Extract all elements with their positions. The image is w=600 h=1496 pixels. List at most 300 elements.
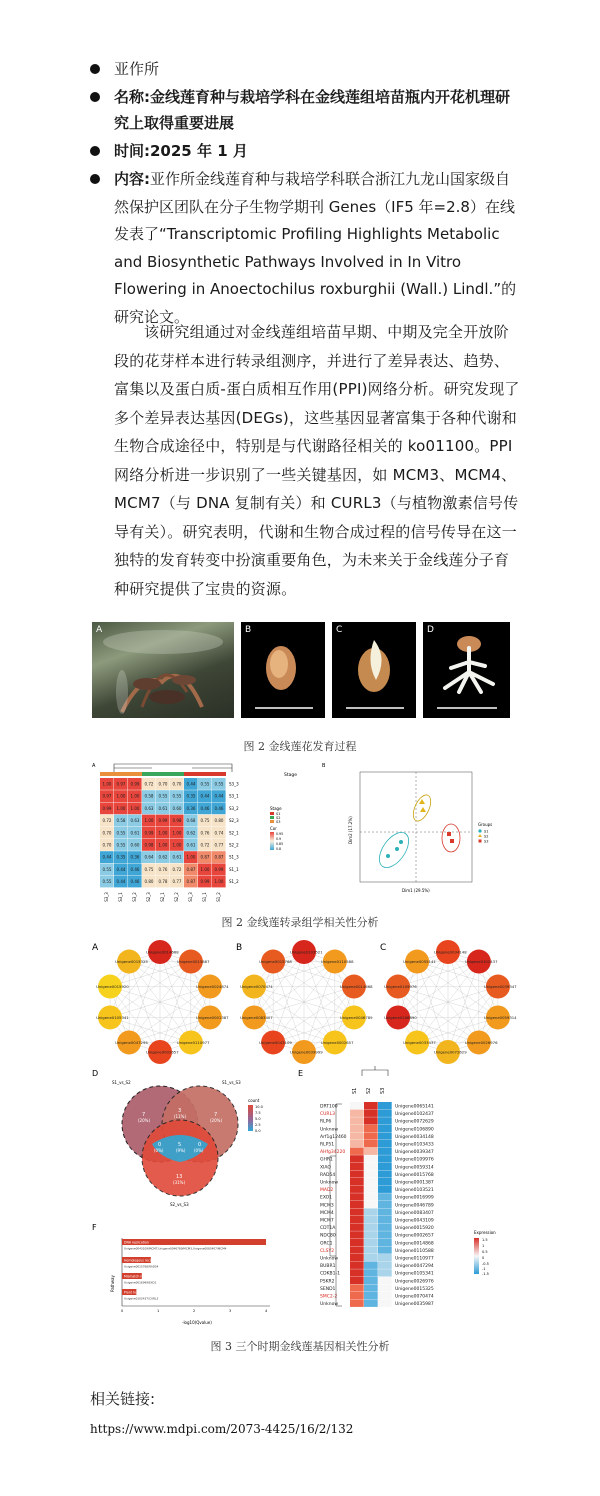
- panel-label: C: [380, 943, 387, 953]
- time-label: 时间:: [114, 142, 150, 160]
- heat-cell-value: 0.97: [102, 793, 112, 799]
- panel-label: F: [92, 1223, 97, 1232]
- expr-cell: [364, 1193, 378, 1200]
- heat-cell-value: 0.64: [144, 854, 154, 860]
- venn-value: 7: [142, 1112, 146, 1118]
- network-node-label: Unigene0014668: [146, 949, 179, 955]
- cor-tick: 0.9: [276, 837, 282, 841]
- unigene-id: Unigene0059314: [395, 1165, 434, 1171]
- cor-tick: 0.95: [276, 832, 284, 836]
- point-s3: [447, 832, 451, 836]
- summary-paragraph: 该研究组通过对金线莲组培苗早期、中期及完全开放阶段的花芽样本进行转录组测序，并进行了差异表达、趋势、富集以及蛋白质-蛋白质相互作用(PPI)网络分析。研究发现了多个差异表达基因(DEGs)，这些基因显著富集于各种代谢和生物合成途径中，特别是与代谢路径相关的 ko01100。PPI 网络分析进一步识别了一些关键基因，如 MCM3、MCM4、MCM7（与 DNA 复制有关）和 CURL3（与植物激素信号传导有关）。研究表明，代谢和生物合成过程的信号传导在这一独特的发育转变中扮演重要角色，为未来关于金线莲分子育种研究提供了宝贵的资源。: [114, 323, 520, 598]
- figure-gene-analysis: [90, 1066, 512, 1328]
- heat-cell-value: 0.44: [116, 879, 126, 885]
- heat-cell-value: 0.76: [158, 866, 168, 872]
- bar-gene-label: Unigene0015768/RAD54: [124, 1264, 159, 1269]
- unigene-id: Unigene0015768: [395, 1172, 434, 1178]
- heat-cell-value: 0.80: [144, 879, 154, 885]
- expr-cell: [350, 1300, 364, 1307]
- network-node-label: Unigene0001387: [195, 1014, 229, 1020]
- network-node-label: Unigene0103521: [290, 949, 323, 955]
- stage-bar-s2: [142, 772, 184, 776]
- heat-cell-value: 0.99: [200, 879, 210, 885]
- heat-cell-value: 0.61: [186, 842, 196, 848]
- heat-cell-value: 0.70: [102, 842, 112, 848]
- network-node-label: Unigene0014668: [339, 984, 373, 990]
- gene-analysis-svg: [90, 1066, 512, 1328]
- heat-cell-value: 0.46: [130, 879, 140, 885]
- expr-cell: [378, 1148, 392, 1155]
- bar-pathway-label: Homologous recombination: [124, 1258, 168, 1263]
- heat-cell-value: 0.58: [116, 818, 126, 824]
- network-node-label: Unigene0110977: [176, 1039, 210, 1045]
- dendrogram: [114, 764, 232, 772]
- expr-cell: [378, 1170, 392, 1177]
- expr-cell: [378, 1208, 392, 1215]
- expr-cell: [350, 1163, 364, 1170]
- bullet-dot-icon: [90, 146, 100, 156]
- expr-cell: [350, 1277, 364, 1284]
- expr-cell: [378, 1246, 392, 1253]
- bud-early-illustration: [241, 622, 325, 718]
- groups-title: Groups: [478, 822, 493, 827]
- network-node-label: Unigene0026976: [464, 1039, 498, 1045]
- venn-value: 0: [198, 1142, 202, 1148]
- photo-panel-d: [423, 622, 510, 718]
- bullet-name: [90, 84, 520, 136]
- ellipse-s2: [410, 792, 435, 823]
- heat-cell-value: 0.72: [102, 818, 112, 824]
- venn-value: 7: [214, 1112, 218, 1118]
- gene-name: PSKR2: [320, 1279, 335, 1285]
- heat-cell-value: 0.72: [172, 866, 182, 872]
- heat-cell-value: 0.99: [144, 830, 154, 836]
- gene-name: GHR1: [320, 1157, 333, 1163]
- unigene-id: Unigene0002657: [395, 1233, 434, 1239]
- stage-label: Stage: [284, 773, 298, 778]
- heat-cell-value: 0.46: [130, 866, 140, 872]
- heat-cell-value: 0.99: [102, 805, 112, 811]
- expr-cell: [350, 1208, 364, 1215]
- venn-pct: (11%): [174, 1114, 187, 1119]
- expr-cell: [378, 1193, 392, 1200]
- expr-cell: [364, 1110, 378, 1117]
- unigene-id: Unigene0083407: [395, 1210, 434, 1216]
- heat-cell-value: 1.00: [214, 879, 224, 885]
- stage-swatch-s1: [270, 812, 274, 815]
- heat-col: S3: [380, 1087, 386, 1094]
- bar-tick: 1: [157, 1309, 160, 1313]
- heat-cell-value: 0.44: [214, 793, 224, 799]
- count-tick: 5.0: [255, 1117, 261, 1121]
- cor-tick: 0.85: [276, 842, 284, 846]
- expr-cell: [378, 1216, 392, 1223]
- expr-cell: [364, 1102, 378, 1109]
- network-node-label: Unigene0046789: [339, 1014, 373, 1020]
- heat-cell-value: 0.99: [158, 818, 168, 824]
- bullet-dot-icon: [90, 174, 100, 184]
- heat-row-label: S1_2: [229, 879, 239, 885]
- bar-gene-label: Unigene0043109/MCM7,Unigene0046789/MCM3,Unigene0083407/MCM4: [124, 1246, 227, 1251]
- heat-cell-value: 0.75: [200, 818, 210, 824]
- network-node-label: Unigene0070474: [240, 984, 273, 990]
- unigene-id: Unigene0070474: [395, 1294, 434, 1300]
- related-links-label: 相关链接:: [90, 1390, 156, 1408]
- unigene-id: Unigene0072629: [395, 1119, 434, 1125]
- heat-cell-value: 0.36: [186, 805, 196, 811]
- expr-cell: [378, 1284, 392, 1291]
- jar-plant-illustration: [92, 622, 234, 718]
- heat-cell-value: 0.68: [186, 818, 196, 824]
- heat-col-label: S1_1: [202, 892, 207, 902]
- expr-cell: [350, 1239, 364, 1246]
- correlation-figure-svg: [92, 760, 510, 910]
- expr-cell: [364, 1125, 378, 1132]
- stage-swatch-s2: [270, 816, 274, 819]
- expr-cell: [364, 1201, 378, 1208]
- heat-cell-value: 1.00: [158, 842, 168, 848]
- unigene-id: Unigene0102437: [395, 1112, 434, 1118]
- figure3-caption: 图 3 三个时期金线莲基因相关性分析: [210, 1340, 390, 1353]
- expr-tick: 1: [482, 1244, 485, 1248]
- heat-col-label: S1_2: [216, 892, 221, 902]
- gene-name: Arf1g12460: [320, 1134, 347, 1140]
- gene-name: SEND1: [320, 1286, 336, 1292]
- photo-panel-a: [92, 622, 234, 718]
- network-node-label: Unigene0015768: [259, 959, 292, 965]
- heat-cell-value: 0.98: [172, 818, 182, 824]
- heat-cell-value: 0.55: [116, 830, 126, 836]
- expr-cell: [378, 1102, 392, 1109]
- heat-cell-value: 0.46: [200, 805, 210, 811]
- gene-name: CLSY2: [320, 1248, 335, 1254]
- venn-value: 5: [178, 1142, 182, 1148]
- stage-bar-s1: [184, 772, 226, 776]
- bar-pathway-label: Mismatch repair: [124, 1274, 150, 1279]
- heat-cell-value: 0.87: [200, 854, 210, 860]
- expr-cell: [378, 1110, 392, 1117]
- heat-cell-value: 0.77: [214, 842, 224, 848]
- expr-cell: [350, 1201, 364, 1208]
- unigene-id: Unigene0026976: [395, 1279, 434, 1285]
- gene-name: CDKB1-1: [320, 1271, 340, 1277]
- expr-cell: [350, 1110, 364, 1117]
- gene-name: MCM3: [320, 1203, 334, 1209]
- expr-cell: [364, 1292, 378, 1299]
- heat-cell-value: 0.87: [186, 866, 196, 872]
- heat-row-label: S3_3: [229, 781, 239, 787]
- heat-row-label: S2_3: [229, 818, 239, 824]
- gene-name: XIAO: [320, 1165, 331, 1171]
- heat-row-label: S1_3: [229, 854, 239, 860]
- heat-cell-value: 0.70: [172, 781, 182, 787]
- unigene-id: Unigene0047294: [395, 1264, 434, 1270]
- heat-cell-value: 0.97: [116, 781, 126, 787]
- heat-row-label: S3_1: [229, 793, 239, 799]
- expr-cell: [364, 1300, 378, 1307]
- bullet-content: [90, 166, 520, 331]
- network-c: [384, 940, 517, 1064]
- group-s1: S1: [484, 829, 489, 834]
- figure1-caption: 图 2 金线莲花发育过程: [243, 740, 357, 753]
- heat-cell-value: 0.61: [158, 805, 168, 811]
- expr-cell: [378, 1186, 392, 1193]
- venn-pct: (20%): [210, 1118, 223, 1123]
- expr-cell: [378, 1163, 392, 1170]
- heat-cell-value: 0.44: [102, 854, 112, 860]
- group-swatch-s2: [478, 834, 482, 837]
- unigene-id: Unigene0014868: [395, 1241, 434, 1247]
- expr-cell: [350, 1117, 364, 1124]
- heat-cell-value: 0.55: [116, 842, 126, 848]
- network-a: [96, 940, 229, 1064]
- heat-cell-value: 1.00: [186, 854, 196, 860]
- gene-name: Unknow: [320, 1180, 339, 1186]
- venn-label-s1s3: S1_vs_S3: [222, 1080, 241, 1085]
- unigene-id: Unigene0105341: [395, 1271, 434, 1277]
- expr-cell: [378, 1231, 392, 1238]
- bar-xlabel: -log10(Qvalue): [182, 1320, 212, 1325]
- network-node-label: Unigene0072629: [434, 1049, 467, 1055]
- heat-cell-value: 1.00: [116, 805, 126, 811]
- gene-name: SMC2-2: [320, 1294, 338, 1300]
- network-b: [240, 940, 373, 1064]
- expr-cell: [378, 1125, 392, 1132]
- expr-cell: [364, 1269, 378, 1276]
- bar-tick: 2: [193, 1309, 196, 1313]
- heat-dendrogram: [362, 1066, 388, 1076]
- expr-cell: [350, 1148, 364, 1155]
- network-node-label: Unigene0105341: [96, 1014, 129, 1020]
- expression-heatmap: [320, 1102, 434, 1307]
- stage-legend-title: Stage: [270, 806, 282, 811]
- panel-label: C: [336, 625, 343, 635]
- point-s1: [395, 847, 399, 851]
- expr-cell: [378, 1292, 392, 1299]
- venn-value: 0: [158, 1142, 162, 1148]
- heat-cell-value: 0.77: [172, 879, 182, 885]
- point-s2: [419, 799, 425, 804]
- expr-cell: [378, 1277, 392, 1284]
- expr-cell: [364, 1208, 378, 1215]
- ellipse-s1: [374, 827, 415, 872]
- related-link-url[interactable]: https://www.mdpi.com/2073-4425/16/2/132: [90, 1422, 354, 1436]
- venn-pct: (31%): [173, 1180, 186, 1185]
- count-legend-title: count: [248, 1098, 260, 1103]
- expr-cell: [378, 1201, 392, 1208]
- heat-cell-value: 0.70: [158, 781, 168, 787]
- network-node-label: Unigene0002657: [146, 1049, 179, 1055]
- unigene-id: Unigene0001387: [395, 1180, 434, 1186]
- heat-cell-value: 1.00: [130, 793, 140, 799]
- unigene-id: Unigene0103521: [395, 1188, 434, 1194]
- heat-col: S2: [366, 1087, 372, 1094]
- unigene-id: Unigene0034148: [395, 1134, 434, 1140]
- stage-bar-s3: [100, 772, 142, 776]
- heat-cell-value: 0.60: [172, 805, 182, 811]
- pca-xlabel: Dim1 (29.5%): [402, 888, 430, 893]
- heat-col-label: S3_1: [118, 892, 123, 902]
- heat-cell-value: 1.00: [200, 866, 210, 872]
- expr-cell: [364, 1186, 378, 1193]
- gene-name: MCM7: [320, 1218, 334, 1224]
- count-colorbar: [248, 1105, 253, 1131]
- bullet-dot-icon: [90, 92, 100, 102]
- expr-cell: [350, 1178, 364, 1185]
- expr-cell: [350, 1125, 364, 1132]
- expr-cell: [364, 1239, 378, 1246]
- unigene-id: Unigene0015920: [395, 1226, 434, 1232]
- expr-cell: [364, 1117, 378, 1124]
- cor-colorbar: [270, 832, 274, 850]
- heat-col-label: S2_1: [160, 892, 165, 902]
- panel-label: A: [96, 625, 103, 635]
- network-node-label: Unigene0034148: [434, 949, 467, 955]
- network-node-label: Unigene0015887: [176, 959, 210, 965]
- network-node-label: Unigene0043109: [259, 1039, 292, 1045]
- venn-label-s2s3: S2_vs_S3: [170, 1202, 189, 1207]
- heat-cell-value: 0.58: [144, 793, 154, 799]
- expr-cell: [350, 1155, 364, 1162]
- expr-cell: [364, 1254, 378, 1261]
- network-node-label: Unigene0015920: [96, 984, 129, 990]
- network-node-label: Unigene0059314: [483, 1014, 517, 1020]
- expr-cell: [350, 1254, 364, 1261]
- expr-cell: [350, 1269, 364, 1276]
- heat-cell-value: 1.00: [102, 781, 112, 787]
- heat-cell-value: 0.87: [186, 879, 196, 885]
- figure-correlation: [92, 760, 510, 910]
- heat-cell-value: 0.99: [214, 866, 224, 872]
- bullet-time: [90, 138, 520, 164]
- expr-tick: 0.5: [482, 1250, 488, 1254]
- figure2-caption: 图 2 金线莲转录组学相关性分析: [221, 916, 379, 929]
- bar-gene-label: Unigene0102437/CURL3: [124, 1296, 159, 1301]
- expr-cell: [378, 1140, 392, 1147]
- heat-col-label: S2_2: [174, 892, 179, 902]
- unigene-id: Unigene0015325: [395, 1286, 434, 1292]
- gene-name: MCM4: [320, 1210, 334, 1216]
- expr-cell: [378, 1239, 392, 1246]
- heat-cell-value: 0.63: [144, 805, 154, 811]
- bar-tick: 3: [229, 1309, 232, 1313]
- stage-legend-s1: S1: [276, 812, 281, 816]
- heat-cell-value: 1.00: [158, 830, 168, 836]
- stage-legend-s3: S3: [276, 820, 281, 824]
- unigene-id: Unigene0110588: [395, 1248, 434, 1254]
- network-node-label: Unigene0102437: [464, 959, 498, 965]
- heat-cell-value: 0.55: [102, 866, 112, 872]
- time-text: 2025 年 1 月: [150, 142, 248, 160]
- gene-name: MAD2: [320, 1188, 334, 1194]
- venn-pct: (20%): [138, 1118, 151, 1123]
- heat-cell-value: 0.75: [144, 866, 154, 872]
- gene-name: CURL3: [320, 1112, 335, 1118]
- gene-name: DRT100: [320, 1104, 338, 1110]
- heat-row-label: S2_2: [229, 842, 239, 848]
- group-swatch-s3: [479, 840, 482, 843]
- heat-col-label: S3_3: [104, 892, 109, 902]
- network-node-label: Unigene0002657: [320, 1039, 354, 1045]
- expr-cell: [364, 1284, 378, 1291]
- heat-cell-value: 0.80: [214, 818, 224, 824]
- unigene-id: Unigene0043109: [395, 1218, 434, 1224]
- correlation-heatmap: [100, 778, 239, 902]
- heat-cell-value: 0.62: [158, 854, 168, 860]
- heat-cell-value: 0.55: [214, 781, 224, 787]
- gene-name: BUBR1: [320, 1264, 336, 1270]
- name-label: 名称:: [114, 88, 150, 106]
- heat-row-label: S1_1: [229, 866, 239, 872]
- bar-gene-label: Unigene0016999/EXO1: [124, 1280, 157, 1285]
- heat-cell-value: 0.35: [186, 793, 196, 799]
- expr-cell: [364, 1224, 378, 1231]
- venn-value: 13: [176, 1174, 183, 1180]
- photo-panel-b: [241, 622, 325, 718]
- point-s1: [386, 854, 390, 858]
- expr-cell: [350, 1292, 364, 1299]
- expr-cell: [350, 1140, 364, 1147]
- cor-legend-title: Cor: [270, 826, 277, 831]
- venn-pct: (0%): [154, 1148, 164, 1153]
- heat-cell-value: 0.78: [158, 879, 168, 885]
- heat-col-label: S2_3: [146, 892, 151, 902]
- bar-pathway-label: Plant hormone signal transduction: [124, 1290, 179, 1295]
- bullet-org: [90, 56, 520, 82]
- expr-cell: [364, 1170, 378, 1177]
- stage-legend-s2: S2: [276, 816, 281, 820]
- heat-cell-value: 0.87: [214, 854, 224, 860]
- stage-swatch-s3: [270, 820, 274, 823]
- venn-label-s1s2: S1_vs_S2: [112, 1080, 131, 1085]
- bullet-dot-icon: [90, 64, 100, 74]
- gene-name: ORC1: [320, 1241, 333, 1247]
- bar-pathway-label: DNA replication: [124, 1240, 149, 1245]
- ellipse-s3: [442, 824, 460, 852]
- panel-label: A: [92, 943, 99, 953]
- bud-middle-illustration: [332, 622, 416, 718]
- bar-tick: 4: [265, 1309, 268, 1313]
- photo-panel-c: [332, 622, 416, 718]
- expr-tick: -0.5: [482, 1262, 489, 1266]
- group-swatch-s1: [478, 829, 481, 832]
- expr-cell: [378, 1262, 392, 1269]
- expr-cell: [378, 1178, 392, 1185]
- expr-cell: [364, 1216, 378, 1223]
- heat-cell-value: 0.44: [186, 781, 196, 787]
- network-node-label: Unigene0110588: [320, 959, 354, 965]
- expression-colorbar: [474, 1238, 479, 1274]
- expr-cell: [350, 1246, 364, 1253]
- heat-cell-value: 0.61: [130, 830, 140, 836]
- heat-cell-value: 0.36: [130, 854, 140, 860]
- expr-cell: [364, 1155, 378, 1162]
- heat-cell-value: 0.55: [102, 879, 112, 885]
- network-node-label: Unigene0109976: [384, 984, 417, 990]
- gene-name: CDT1A: [320, 1226, 336, 1232]
- ppi-networks: [90, 934, 517, 1066]
- heat-cell-value: 0.44: [200, 793, 210, 799]
- heat-cell-value: 1.00: [144, 818, 154, 824]
- expr-cell: [350, 1216, 364, 1223]
- content-text: 亚作所金线莲育种与栽培学科联合浙江九龙山国家级自然保护区团队在分子生物学期刊 Genes（IF5 年=2.8）在线发表了“Transcriptomic Profiling Highlights Metabolic and Biosynthetic Pathways Involved in In Vitro Flowering in Anoectochilus roxburghii (Wall.) Lindl.”的研究论文。: [114, 170, 517, 326]
- heat-cell-value: 0.35: [116, 854, 126, 860]
- heat-cell-value: 0.44: [116, 866, 126, 872]
- point-s1: [399, 840, 403, 844]
- expr-cell: [350, 1102, 364, 1109]
- enrichment-bar-chart: [121, 1239, 268, 1313]
- expr-cell: [364, 1148, 378, 1155]
